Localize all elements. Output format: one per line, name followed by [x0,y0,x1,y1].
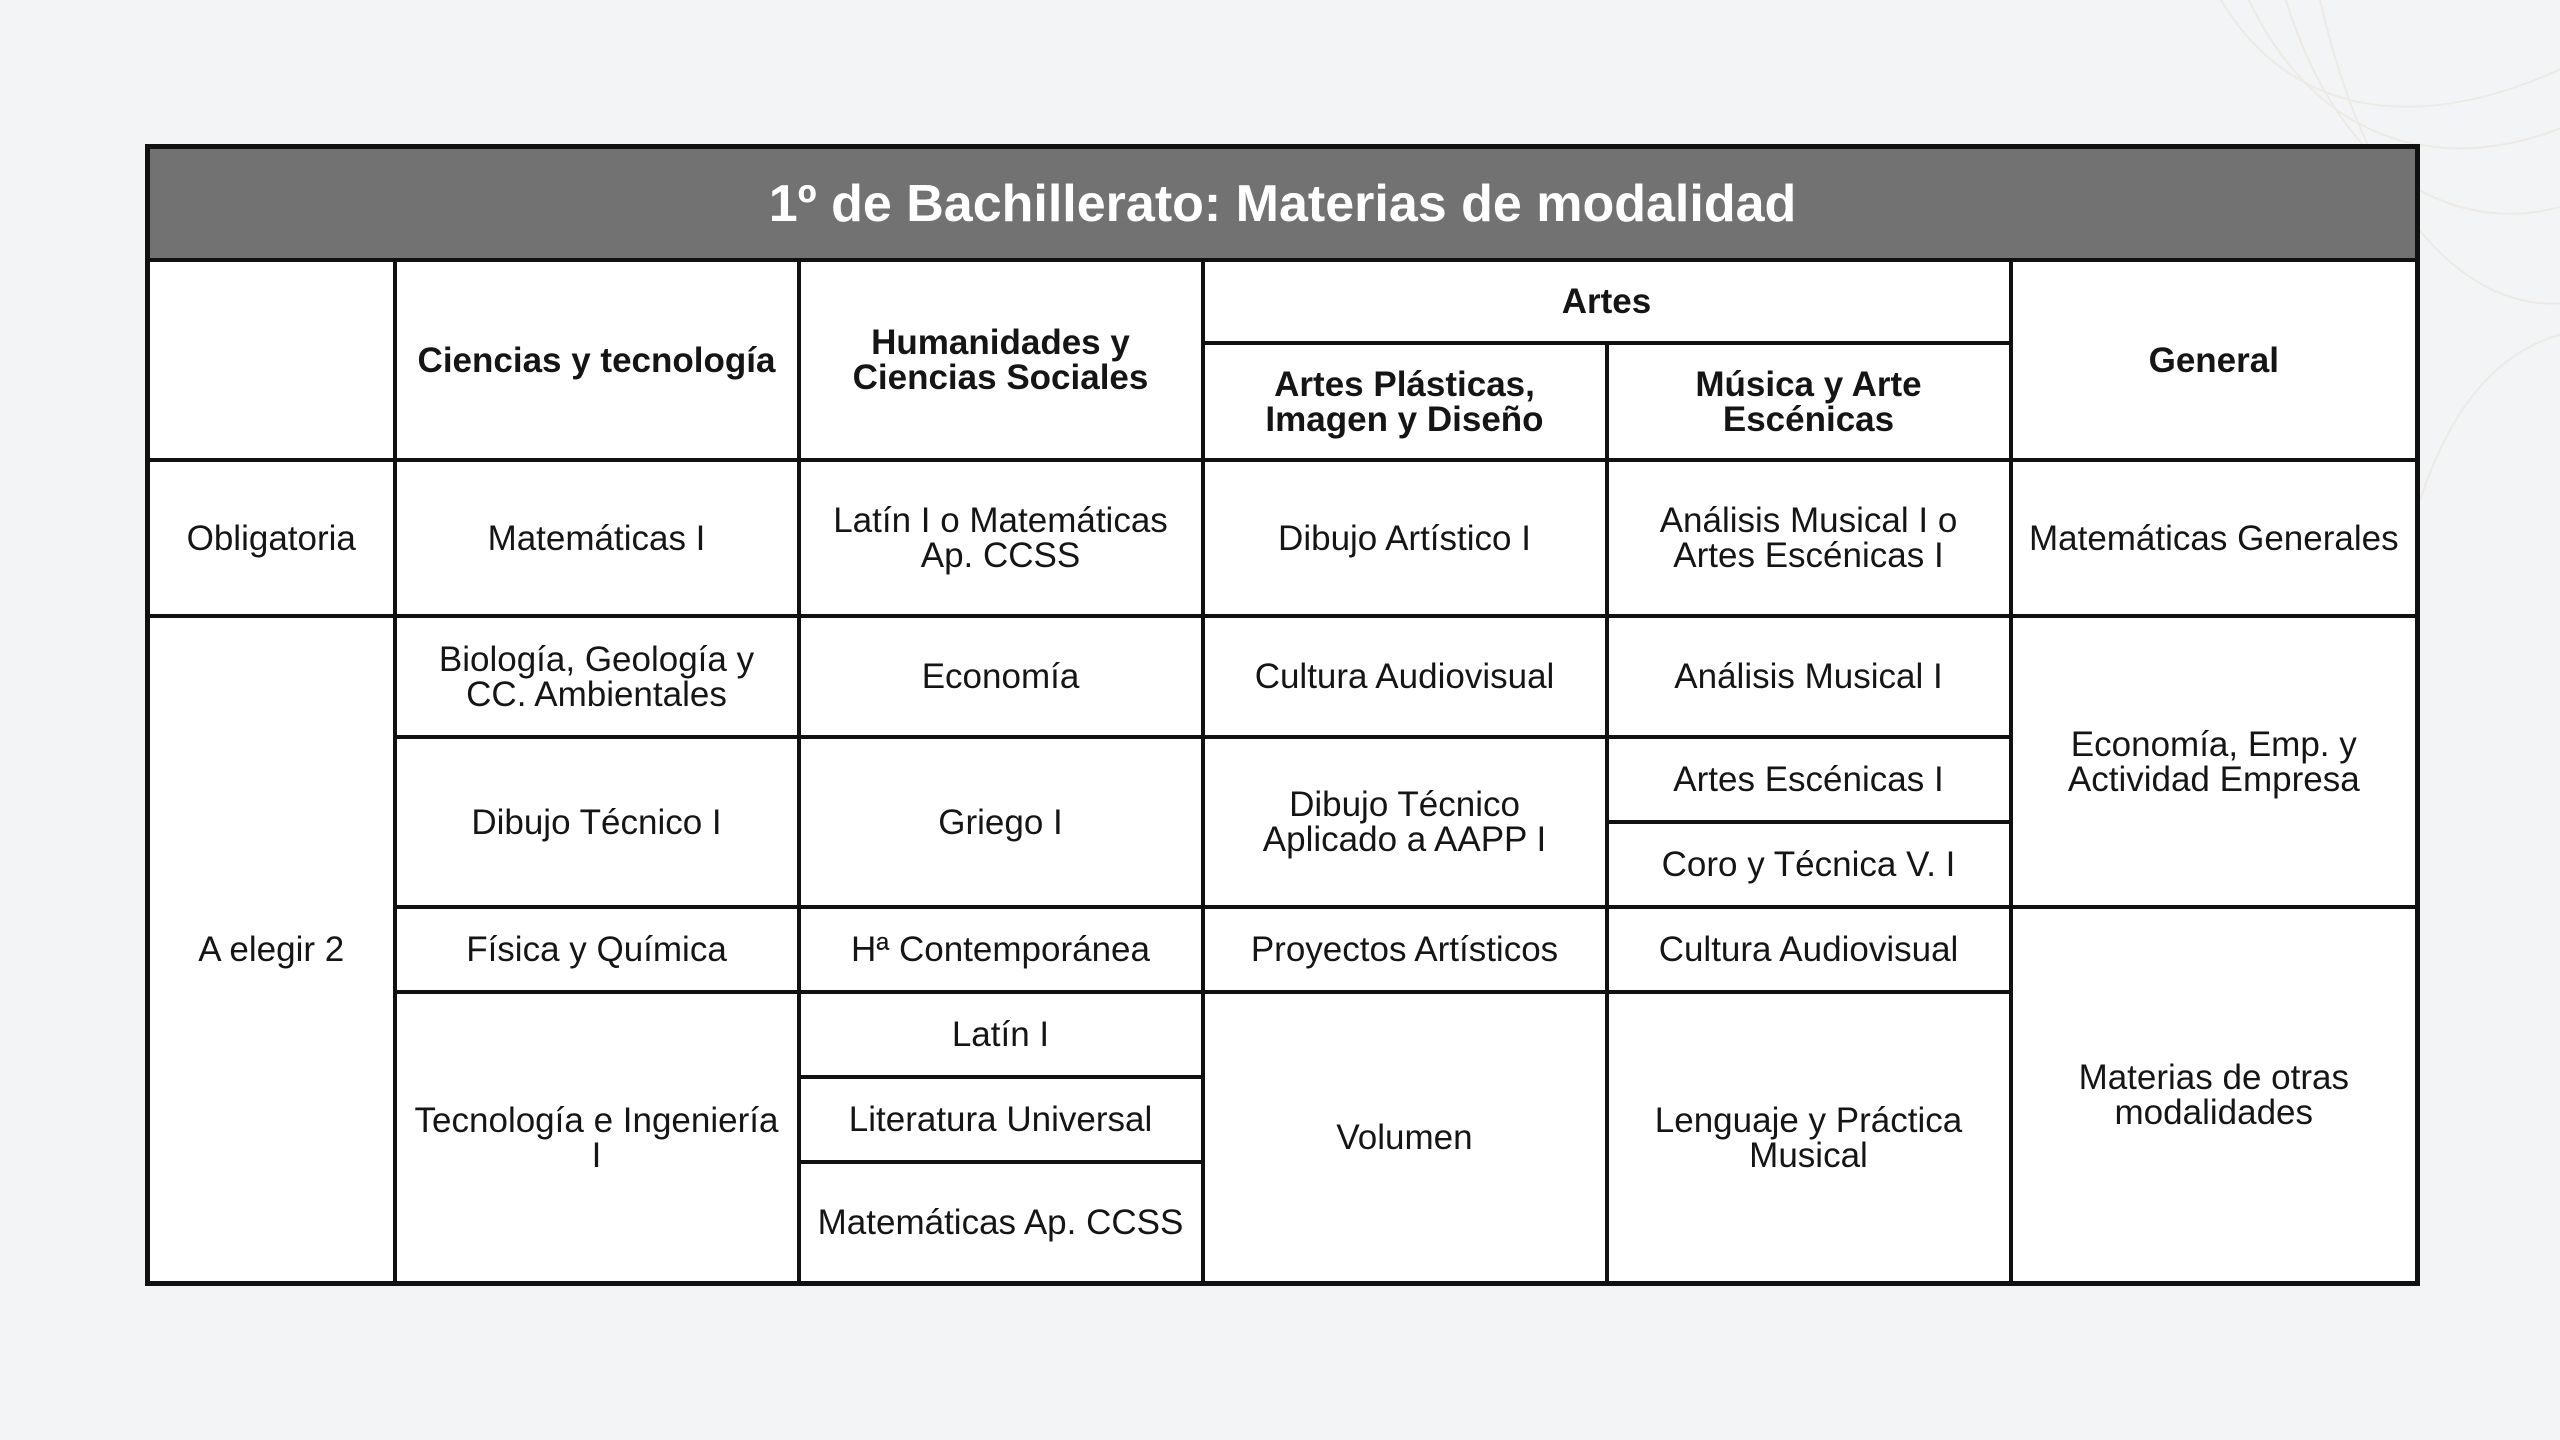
cell-elegir-artes-plasticas: Dibujo Técnico Aplicado a AAPP I [1203,737,1607,907]
cell-elegir-humanidades: Latín I [799,992,1203,1077]
subjects-table [145,144,2420,1286]
cell-elegir-artes-plasticas: Proyectos Artísticos [1203,907,1607,992]
header-empty-cell [148,260,395,460]
row-label-elegir: A elegir 2 [148,616,395,1283]
header-humanidades: Humanidades y Ciencias Sociales [799,260,1203,460]
cell-obligatoria-musica: Análisis Musical I o Artes Escénicas I [1607,460,2011,616]
cell-elegir-musica: Lenguaje y Práctica Musical [1607,992,2011,1283]
cell-elegir-ciencias: Tecnología e Ingeniería I [395,992,799,1283]
cell-elegir-humanidades: Matemáticas Ap. CCSS [799,1162,1203,1283]
cell-elegir-general: Economía, Emp. y Actividad Empresa [2011,616,2418,907]
cell-elegir-ciencias: Biología, Geología y CC. Ambientales [395,616,799,737]
cell-elegir-humanidades: Griego I [799,737,1203,907]
cell-elegir-musica: Coro y Técnica V. I [1607,822,2011,907]
cell-elegir-musica: Análisis Musical I [1607,616,2011,737]
cell-elegir-humanidades: Hª Contemporánea [799,907,1203,992]
cell-elegir-artes-plasticas: Cultura Audiovisual [1203,616,1607,737]
cell-elegir-musica: Cultura Audiovisual [1607,907,2011,992]
header-ciencias: Ciencias y tecnología [395,260,799,460]
cell-obligatoria-humanidades: Latín I o Matemáticas Ap. CCSS [799,460,1203,616]
cell-elegir-artes-plasticas: Volumen [1203,992,1607,1283]
cell-obligatoria-ciencias: Matemáticas I [395,460,799,616]
cell-elegir-ciencias: Física y Química [395,907,799,992]
header-artes-plasticas: Artes Plásticas, Imagen y Diseño [1203,343,1607,460]
cell-elegir-ciencias: Dibujo Técnico I [395,737,799,907]
table-title: 1º de Bachillerato: Materias de modalidad [148,147,2418,261]
cell-elegir-humanidades: Literatura Universal [799,1077,1203,1162]
row-label-obligatoria: Obligatoria [148,460,395,616]
header-musica: Música y Arte Escénicas [1607,343,2011,460]
cell-obligatoria-general: Matemáticas Generales [2011,460,2418,616]
cell-elegir-general: Materias de otras modalidades [2011,907,2418,1283]
cell-elegir-musica: Artes Escénicas I [1607,737,2011,822]
subjects-table-container [145,144,2415,1286]
cell-elegir-humanidades: Economía [799,616,1203,737]
cell-obligatoria-artes-plasticas: Dibujo Artístico I [1203,460,1607,616]
header-artes: Artes [1203,260,2011,343]
header-general: General [2011,260,2418,460]
